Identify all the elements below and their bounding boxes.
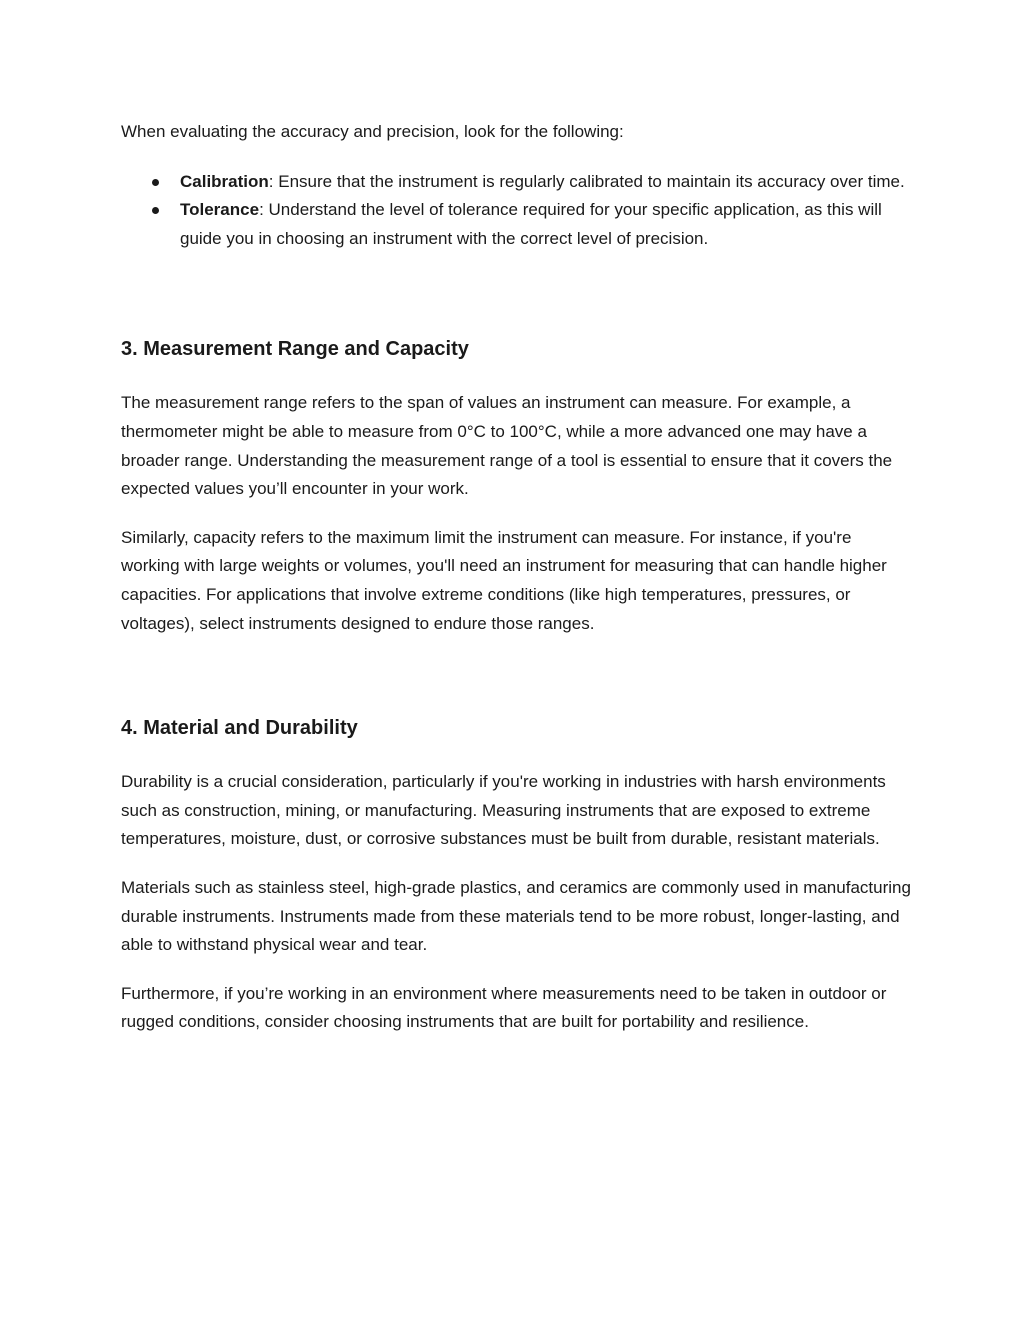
- list-item-text: : Understand the level of tolerance required for your specific application, as this will guide you in choosing an instrument with the correct level of precision.: [180, 200, 882, 248]
- paragraph-durability: Durability is a crucial consideration, particularly if you're working in industries with harsh environments such as construction, mining, or manufacturing. Measuring instruments that are exposed to extreme temperatures, moisture, dust, or corrosive substances must be built from durable, resistant materials.: [121, 772, 886, 849]
- paragraph-capacity: Similarly, capacity refers to the maximum limit the instrument can measure. For instance, if you're working with large weights or volumes, you'll need an instrument for measuring that can handle higher capacities. For applications that involve extreme conditions (like high temperatures, pressures, or voltages), select instruments designed to endure those ranges.: [121, 527, 887, 633]
- list-item-term: Calibration: [180, 171, 269, 191]
- list-item-calibration: [121, 168, 911, 197]
- paragraph-portability: Furthermore, if you’re working in an environment where measurements need to be taken in outdoor or rugged conditions, consider choosing instruments that are built for portability and resilience.: [121, 983, 887, 1032]
- list-item-term: Tolerance: [180, 200, 260, 220]
- paragraph-materials: Materials such as stainless steel, high-grade plastics, and ceramics are commonly used in manufacturing durable instruments. Instruments made from these materials tend to be more robust, longer-lasting, and able to withstand physical wear and tear.: [121, 877, 911, 955]
- section-heading-material-durability: 4. Material and Durability: [121, 717, 358, 740]
- list-item-tolerance: [121, 196, 911, 253]
- document-page: [121, 118, 911, 1037]
- section-heading-measurement-range: 3. Measurement Range and Capacity: [121, 338, 469, 361]
- bullet-icon: [152, 179, 159, 186]
- intro-paragraph: When evaluating the accuracy and precision, look for the following:: [121, 122, 624, 141]
- list-item-text: : Ensure that the instrument is regularly calibrated to maintain its accuracy over time.: [268, 171, 905, 191]
- criteria-list: [121, 168, 911, 254]
- paragraph-range: The measurement range refers to the span of values an instrument can measure. For example, a thermometer might be able to measure from 0°C to 100°C, while a more advanced one may have a broader range. Understanding the measurement range of a tool is essential to ensure that it covers the expected values you’ll encounter in your work.: [121, 393, 893, 499]
- bullet-icon: [152, 207, 159, 214]
